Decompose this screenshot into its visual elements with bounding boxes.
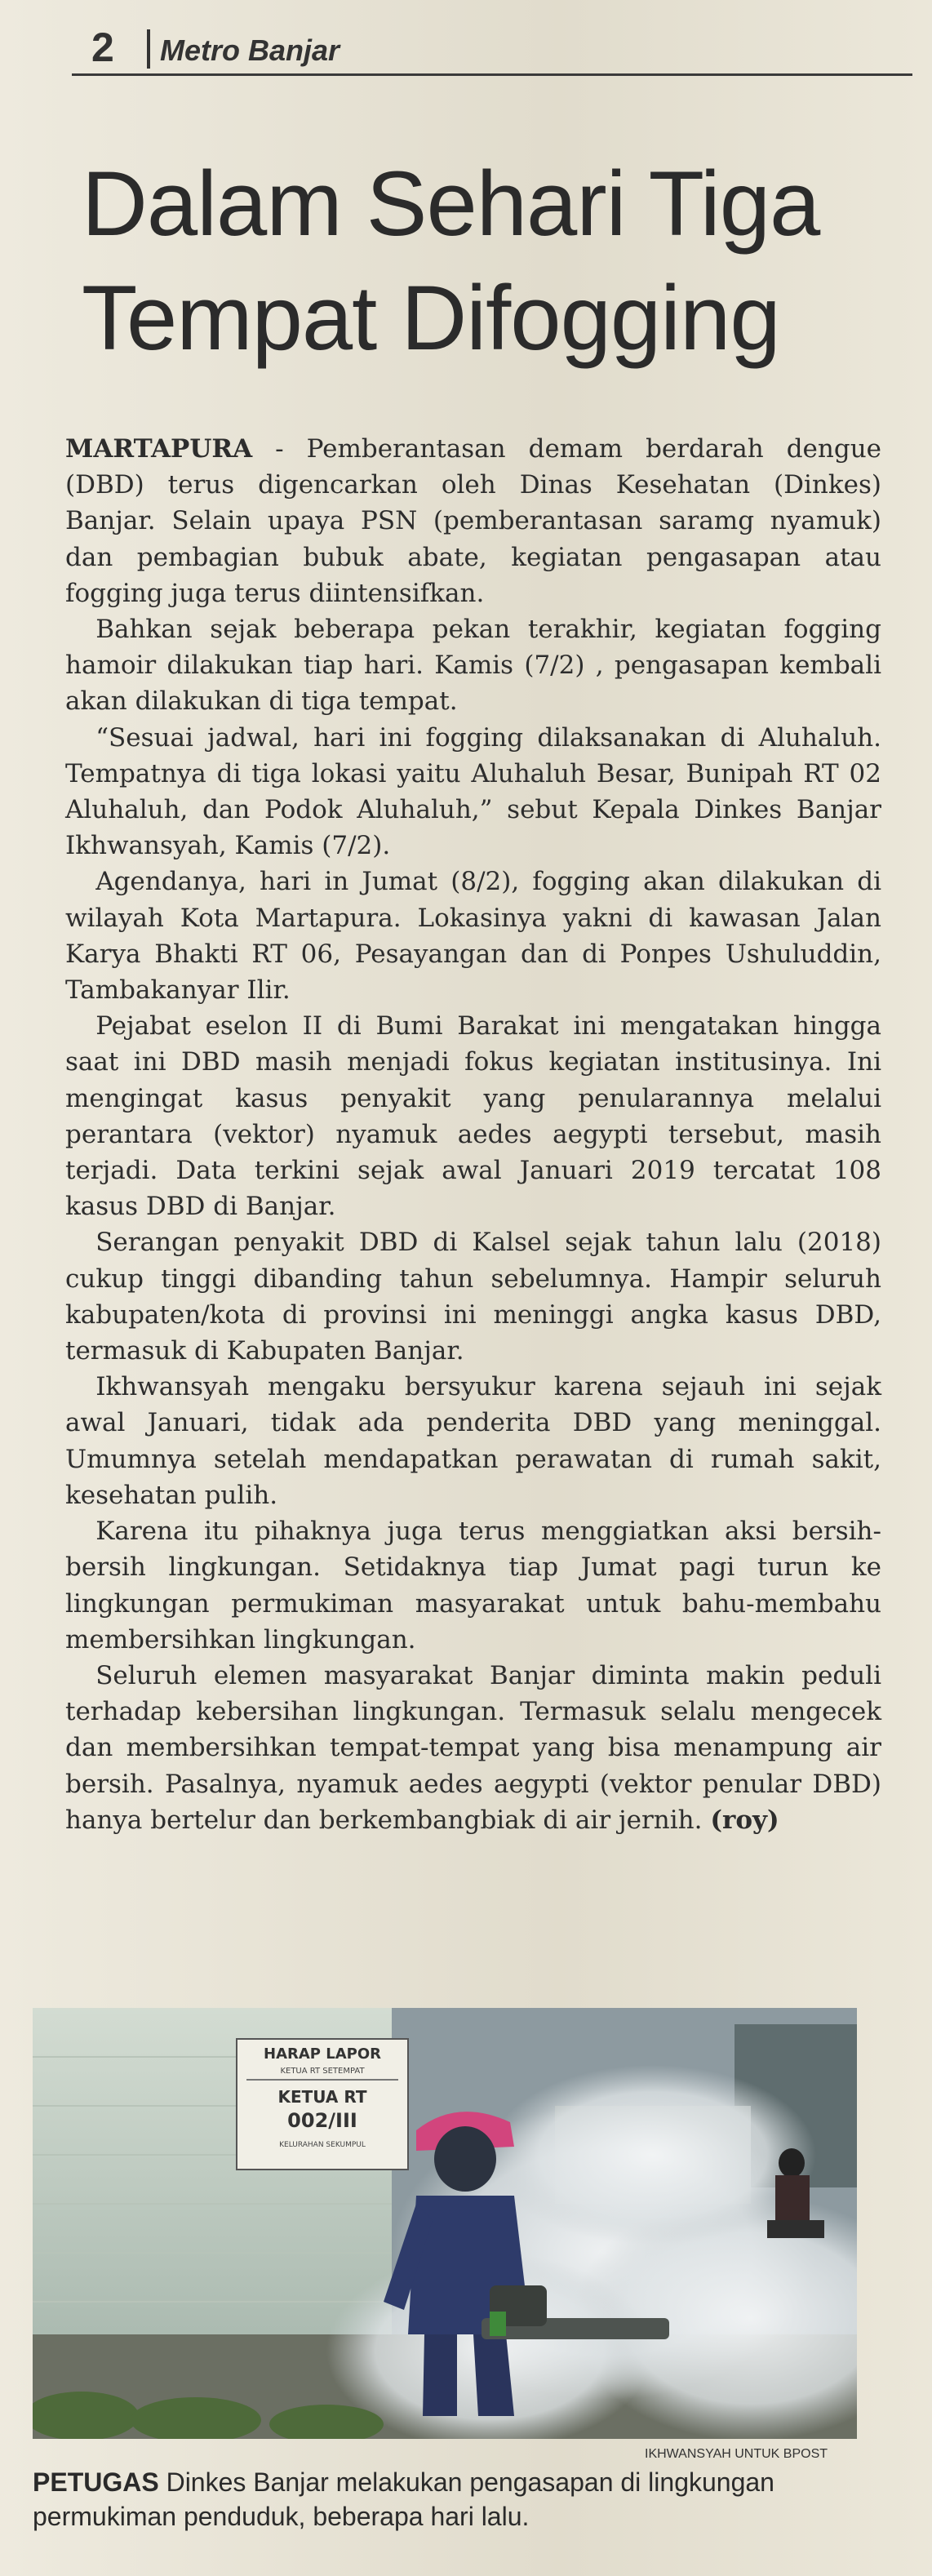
article-paragraph: Serangan penyakit DBD di Kalsel sejak tahun lalu (2018) cukup tinggi dibanding tahun sebelumnya. Hampir seluruh kabupaten/kota di provinsi ini meninggi angka kasus DBD, termasuk di Kabupaten Banjar.: [65, 1228, 881, 1366]
article-paragraph: Agendanya, hari in Jumat (8/2), fogging akan dilakukan di wilayah Kota Martapura. Lokasinya yakni di kawasan Jalan Karya Bhakti RT 06, Pesayangan dan di Ponpes Ushuluddin, Tambakanyar Ilir.: [65, 867, 881, 1006]
article-paragraph: “Sesuai jadwal, hari ini fogging dilaksanakan di Aluhaluh. Tempatnya di tiga lokasi yaitu Aluhaluh Besar, Bunipah RT 02 Aluhaluh, dan Podok Aluhaluh,” sebut Kepala Dinkes Banjar Ikhwansyah, Kamis (7/2).: [65, 722, 881, 861]
fogging-photo-illustration: [33, 2008, 857, 2439]
rt-sign: [237, 2039, 408, 2170]
page-header: [72, 23, 912, 76]
article-paragraph: Pejabat eselon II di Bumi Barakat ini mengatakan hingga saat ini DBD masih menjadi fokus kegiatan institusinya. Ini mengingat kasus penyakit yang penularannya melalui perantara (vektor) nyamuk aedes aegypti tersebut, masih terjadi. Data terkini sejak awal Januari 2019 tercatat 108 kasus DBD di Banjar.: [65, 1011, 881, 1222]
sign-number: 002/III: [287, 2109, 357, 2132]
sign-line-1: HARAP LAPOR: [264, 2045, 381, 2063]
news-photo: [33, 2008, 857, 2439]
dateline: MARTAPURA: [65, 434, 253, 464]
sign-title: KETUA RT: [277, 2087, 367, 2107]
caption-text: Dinkes Banjar melakukan pengasapan di lingkungan permukiman penduduk, beberapa hari lalu.: [33, 2467, 774, 2531]
article-paragraph: Karena itu pihaknya juga terus menggiatkan aksi bersih-bersih lingkungan. Setidaknya tiap Jumat pagi turun ke lingkungan permukiman masyarakat untuk bahu-membahu membersihkan lingkungan.: [65, 1517, 881, 1654]
sign-footer: KELURAHAN SEKUMPUL: [279, 2141, 366, 2149]
headline-line-2: Tempat Difogging: [82, 267, 780, 369]
article-paragraph: Seluruh elemen masyarakat Banjar diminta makin peduli terhadap kebersihan lingkungan. Termasuk selalu mengecek dan membersihkan tempat-tempat yang bisa menampung air bersih. Pasalnya, nyamuk aedes aegypti (vektor penular DBD) hanya bertelur dan berkembangbiak di air jernih. (roy): [65, 1660, 881, 1835]
sign-line-2: KETUA RT SETEMPAT: [280, 2067, 365, 2076]
caption-label: PETUGAS: [33, 2467, 159, 2497]
header-divider: [147, 29, 150, 69]
article-paragraph: MARTAPURA - Pemberantasan demam berdarah dengue (DBD) terus digencarkan oleh Dinas Kesehatan (Dinkes) Banjar. Selain upaya PSN (pemberantasan saramg nyamuk) dan pembagian bubuk abate, kegiatan pengasapan atau fogging juga terus diintensifkan.: [65, 434, 881, 608]
article-paragraph: Bahkan sejak beberapa pekan terakhir, kegiatan fogging hamoir dilakukan tiap hari. Kamis (7/2) , pengasapan kembali akan dilakukan di tiga tempat.: [65, 615, 881, 717]
article-body: [65, 431, 881, 1838]
author-initials: (roy): [710, 1805, 779, 1835]
headline: [82, 147, 898, 375]
headline-line-1: Dalam Sehari Tiga: [82, 153, 820, 255]
article-paragraph: Ikhwansyah mengaku bersyukur karena sejauh ini sejak awal Januari, tidak ada penderita DBD yang meninggal. Umumnya setelah mendapatkan perawatan di rumah sakit, kesehatan pulih.: [65, 1372, 881, 1510]
photo-credit: IKHWANSYAH UNTUK BPOST: [645, 2447, 828, 2461]
section-name: Metro Banjar: [160, 33, 340, 67]
page-number: 2: [91, 24, 114, 70]
photo-caption: [33, 2465, 873, 2534]
